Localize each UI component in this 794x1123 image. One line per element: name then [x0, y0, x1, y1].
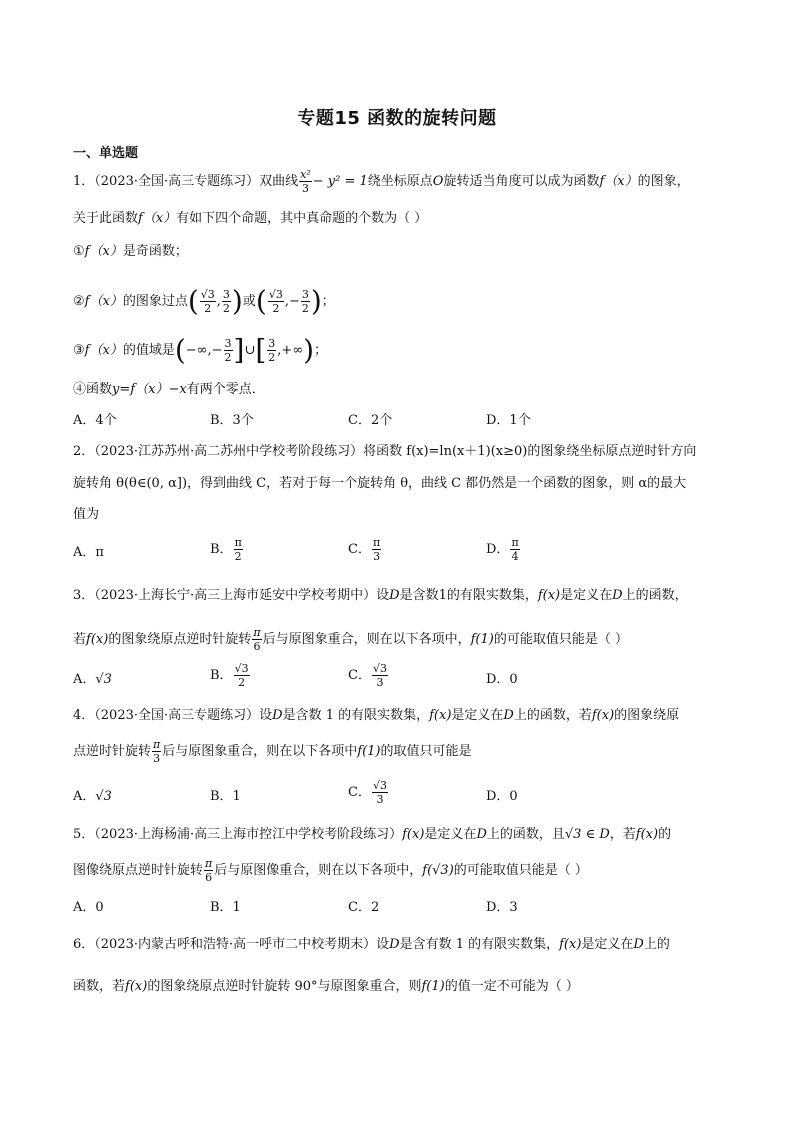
q1-line2b: 有如下四个命题，其中真命题的个数为（ ） — [176, 211, 428, 226]
q1-eq-rest: − y² = 1 — [312, 174, 368, 189]
q1-s3-mid: 的值域是 — [122, 343, 175, 358]
q1-statement-1 — [73, 242, 734, 262]
q1-line-1 — [73, 168, 734, 195]
q4-option-b[interactable]: B．1 — [210, 789, 241, 804]
point-2-y: $\frac{3}{2}$ — [301, 288, 309, 315]
q2-option-c-label: C． — [348, 542, 371, 557]
q5-l2b: 后与原图像重合，则在以下各项中， — [214, 863, 423, 878]
q4-option-a-label: A． — [73, 789, 96, 804]
q1-intro: 1．（2023·全国·高三专题练习）双曲线 — [73, 174, 299, 189]
q6-l2c: 的值一定不可能为（ ） — [444, 979, 579, 994]
q6-l1d: 上的 — [643, 937, 670, 952]
q1-fx-5: f（x） — [84, 343, 123, 358]
q1-intro-b: 绕坐标原点 — [367, 174, 433, 189]
q1-s4-x: x — [179, 382, 187, 397]
q4-l2a: 点逆时针旋转 — [73, 744, 152, 759]
q4-rot-num: π — [153, 738, 161, 751]
q6-line-2 — [73, 977, 734, 997]
q4-rot-den: 3 — [153, 752, 161, 765]
q6-l1a: 6．（2023·内蒙古呼和浩特·高一呼市二中校考期末）设 — [73, 937, 390, 952]
q4-l1a: 4．（2023·全国·高三专题练习）设 — [73, 708, 273, 723]
q1-statement-4 — [73, 380, 734, 400]
section-heading: 一、单选题 — [73, 146, 139, 161]
q4-l1c: 是定义在 — [451, 708, 504, 723]
q1-eq-frac — [299, 168, 312, 195]
q5-line-2 — [73, 857, 734, 885]
q1-s4: ④函数 — [73, 382, 113, 397]
q3-option-b[interactable]: B． $\frac{√3}{2}$ — [210, 662, 249, 689]
q4-option-c[interactable]: C． $\frac{√3}{3}$ — [348, 779, 387, 806]
q5-l1a: 5．（2023·上海杨浦·高三上海市控江中学校考阶段练习） — [73, 827, 403, 842]
q5-l1d: ，若 — [609, 827, 636, 842]
q1-s4-end: 有两个零点． — [186, 382, 265, 397]
q1-fx: f（x） — [599, 174, 638, 189]
q5-option-c[interactable]: C．2 — [348, 900, 380, 915]
q1-line-2 — [73, 209, 734, 229]
q1-s2-or: 或 — [242, 294, 256, 309]
q1-option-c[interactable]: C．2个 — [348, 413, 393, 428]
q4-l1e: 的图象绕原 — [614, 708, 680, 723]
q2-option-b-label: B． — [210, 542, 233, 557]
q3-l2d: 的可能取值只能是（ ） — [493, 632, 628, 647]
q1-s2-pre: ② — [73, 294, 85, 309]
q1-eq-den: 3 — [301, 182, 309, 195]
q1-option-a[interactable]: A．4个 — [73, 413, 117, 428]
q2-line-2: 旋转角 θ(θ∈(0, α])，得到曲线 C，若对于每一个旋转角 θ，曲线 C 都仍然是一个函数的图象，则 α的最大 — [73, 476, 687, 491]
q4-option-c-label: C． — [348, 785, 371, 800]
q1-fx-4: f（x） — [84, 294, 123, 309]
q1-s1-post: 是奇函数； — [122, 244, 188, 259]
q1-fx-3: f（x） — [84, 244, 123, 259]
q6-line-1 — [73, 935, 734, 955]
q1-intro-c: 旋转适当角度可以成为函数 — [443, 174, 600, 189]
q3-line-1 — [73, 586, 734, 606]
q6-l2b: 的图象绕原点逆时针旋转 90°与原图象重合，则 — [147, 979, 422, 994]
q1-var-o: O — [432, 174, 444, 189]
q1-s4-mid: = — [119, 382, 131, 397]
q5-option-b[interactable]: B．1 — [210, 900, 241, 915]
q3-option-a[interactable] — [73, 670, 112, 690]
q5-l2a: 图像绕原点逆时针旋转 — [73, 863, 204, 878]
q5-fx-2: f(x) — [635, 827, 659, 842]
q2-line-1: 2．（2023·江苏苏州·高二苏州中学校考阶段练习）将函数 f(x)=ln(x＋1)(x≥0)的图象绕坐标原点逆时针方向 — [73, 444, 697, 459]
q5-option-d[interactable]: D．3 — [486, 900, 518, 915]
q3-option-a-label: A． — [73, 672, 96, 687]
point-1: ( — [187, 284, 199, 318]
q5-option-a[interactable]: A．0 — [73, 900, 104, 915]
q2-line-3: 值为 — [73, 507, 100, 522]
q5-fx: f(x) — [402, 827, 425, 842]
q3-option-d[interactable]: D．0 — [486, 672, 518, 687]
q1-option-d[interactable]: D．1个 — [486, 413, 531, 428]
q1-line2a: 关于此函数 — [73, 211, 139, 226]
q1-s3-end: ； — [314, 343, 328, 358]
q4-d-2: D — [503, 708, 514, 723]
q4-option-d[interactable]: D．0 — [486, 789, 518, 804]
q4-fx-2: f(x) — [591, 708, 615, 723]
q1-fx-2: f（x） — [138, 211, 177, 226]
q3-option-b-label: B． — [210, 668, 233, 683]
q1-s4-y: y — [112, 382, 120, 397]
q4-l1d: 上的函数，若 — [513, 708, 592, 723]
range-interval-2: [ — [255, 333, 267, 367]
q6-d: D — [389, 937, 400, 952]
q2-c-num: π — [372, 536, 381, 549]
q4-l2b: 后与原图象重合，则在以下各项中 — [162, 744, 358, 759]
range-interval-1: ( — [174, 333, 186, 367]
q6-f1: f(1) — [421, 979, 445, 994]
q4-option-a[interactable] — [73, 787, 112, 807]
q4-a-val: √3 — [95, 789, 112, 804]
q3-a-val: √3 — [95, 672, 112, 687]
q3-l1b: 是含数1的有限实数集， — [399, 588, 538, 603]
q5-l2c: 的可能取值只能是（ ） — [453, 863, 588, 878]
q4-line-2 — [73, 738, 734, 766]
q3-d: D — [389, 588, 400, 603]
point-2: ( — [255, 284, 267, 318]
q1-intro-d: 的图象， — [637, 174, 690, 189]
q1-statement-2: ②f（x）的图象过点( $\frac{√3}{2}$ , $\frac{3}{2}$ )或( $\frac{√3}{2}$ ,− $\frac{3}{2}$ )； — [73, 284, 335, 318]
q2-option-d[interactable] — [486, 536, 521, 563]
q6-l2a: 函数，若 — [73, 979, 126, 994]
q1-s4-minus: − — [168, 382, 180, 397]
q5-l1b: 是定义在 — [424, 827, 477, 842]
q3-l1c: 是定义在 — [560, 588, 613, 603]
q5-d: D — [476, 827, 487, 842]
q3-f1: f(1) — [470, 632, 494, 647]
q5-l1c: 上的函数，且 — [486, 827, 565, 842]
q3-d-2: D — [612, 588, 623, 603]
q4-d: D — [272, 708, 283, 723]
q1-s1-pre: ① — [73, 244, 85, 259]
q1-statement-3: ③f（x）的值域是(−∞,− $\frac{3}{2}$ ]∪[ $\frac{3}{2}$ ,+∞)； — [73, 333, 328, 367]
q6-l1c: 是定义在 — [581, 937, 634, 952]
page-title: 专题15 函数的旋转问题 — [297, 108, 497, 129]
q5-l1e: 的 — [658, 827, 672, 842]
q2-d-den: 4 — [511, 550, 519, 563]
q3-line-2 — [73, 626, 734, 654]
q5-rot-num: π — [205, 857, 213, 870]
q4-fx: f(x) — [429, 708, 452, 723]
q3-option-c[interactable]: C． $\frac{√3}{3}$ — [348, 662, 387, 689]
q2-option-d-label: D． — [486, 542, 510, 557]
q2-b-den: 2 — [234, 550, 242, 563]
q3-l2b: 的图象绕原点逆时针旋转 — [108, 632, 252, 647]
q1-s2-end: ； — [321, 294, 335, 309]
q6-fx-2: f(x) — [125, 979, 148, 994]
q1-s3-pre: ③ — [73, 343, 85, 358]
q2-c-den: 3 — [373, 550, 381, 563]
q2-d-num: π — [511, 536, 519, 549]
q6-fx: f(x) — [559, 937, 582, 952]
q4-l1b: 是含数 1 的有限实数集， — [282, 708, 430, 723]
q6-l1b: 是含有数 1 的有限实数集， — [399, 937, 560, 952]
q1-fx-6: f（x） — [130, 382, 169, 397]
q3-option-c-label: C． — [348, 668, 371, 683]
q2-option-a[interactable]: A．π — [73, 545, 104, 560]
q1-eq-num: x² — [300, 168, 311, 181]
q5-sqrt3-in-d: √3 ∈ D — [564, 827, 610, 842]
point-1-y: $\frac{3}{2}$ — [222, 288, 230, 315]
q1-option-b[interactable]: B．3个 — [210, 413, 254, 428]
q5-rot-den: 6 — [205, 871, 213, 884]
q1-s2-mid: 的图象过点 — [122, 294, 188, 309]
point-1-x: $\frac{√3}{2}$ — [200, 288, 215, 315]
q2-option-c[interactable] — [348, 536, 382, 563]
q3-l2c: 后与原图象重合，则在以下各项中， — [262, 632, 471, 647]
q5-fs3: f(√3) — [422, 863, 454, 878]
q4-line-1 — [73, 706, 734, 726]
q3-fx-2: f(x) — [86, 632, 109, 647]
q3-l1d: 上的函数， — [622, 588, 688, 603]
q3-rot-num: π — [253, 626, 261, 639]
q6-d-2: D — [633, 937, 644, 952]
point-2-x: $\frac{√3}{2}$ — [268, 288, 283, 315]
q3-l1a: 3．（2023·上海长宁·高三上海市延安中学校考期中）设 — [73, 588, 390, 603]
q3-l2a: 若 — [73, 632, 87, 647]
q2-b-num: π — [234, 536, 242, 549]
q3-rot-den: 6 — [253, 640, 261, 653]
q4-l2c: 的取值只可能是 — [380, 744, 472, 759]
q3-fx: f(x) — [537, 588, 561, 603]
q2-option-b[interactable] — [210, 536, 244, 563]
q5-line-1 — [73, 825, 734, 845]
q4-f1: f(1) — [357, 744, 381, 759]
